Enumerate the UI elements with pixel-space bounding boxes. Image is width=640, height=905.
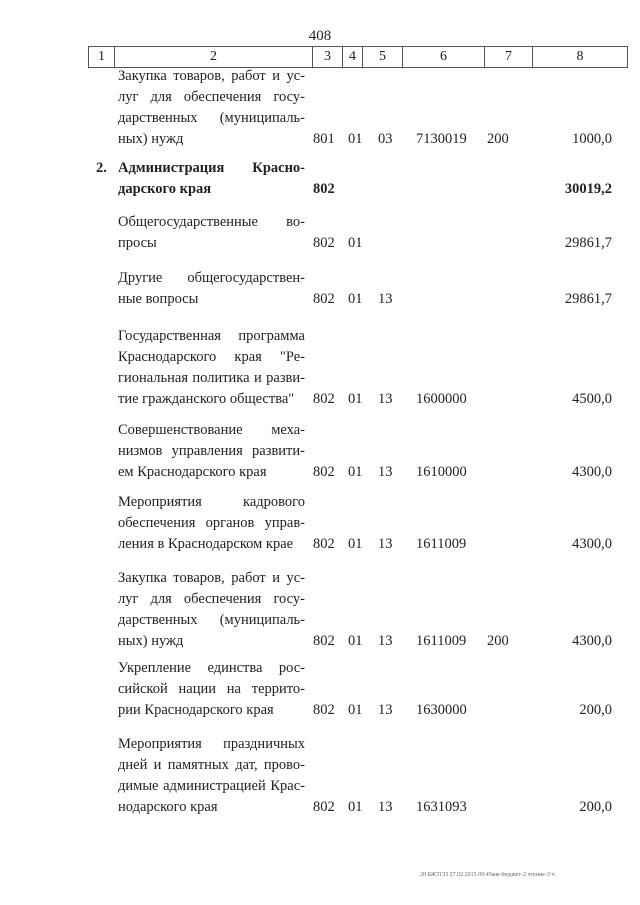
row-description	[118, 158, 305, 200]
cell-c4: 01	[348, 235, 363, 251]
cell-c3: 802	[313, 391, 335, 407]
column-header-3: 3	[312, 47, 342, 67]
description-line: гиональная политика и разви-	[118, 370, 305, 386]
cell-c5: 13	[378, 291, 393, 307]
row-description	[118, 66, 305, 150]
description-line: рии Краснодарского края	[118, 702, 274, 718]
column-header-4: 4	[342, 47, 362, 67]
description-line: луг для обеспечения госу-	[118, 89, 305, 105]
description-line: ных) нужд	[118, 131, 184, 147]
description-line: Общегосударственные во-	[118, 214, 305, 230]
row-number: 2.	[96, 160, 107, 176]
page-number: 408	[308, 28, 332, 44]
cell-c5: 13	[378, 799, 393, 815]
cell-c6: 1611009	[416, 633, 467, 649]
cell-c5: 13	[378, 702, 393, 718]
description-line: ем Краснодарского края	[118, 464, 267, 480]
cell-c4: 01	[348, 291, 363, 307]
description-line: Другие общегосударствен-	[118, 270, 305, 286]
cell-c3: 802	[313, 799, 335, 815]
cell-c5: 13	[378, 536, 393, 552]
description-line: обеспечения органов управ-	[118, 515, 305, 531]
cell-c6: 1630000	[416, 702, 467, 718]
cell-c8: 30019,2	[564, 181, 612, 197]
cell-c8: 4500,0	[572, 391, 612, 407]
row-description	[118, 268, 305, 310]
cell-c5: 13	[378, 464, 393, 480]
cell-c6: 1610000	[416, 464, 467, 480]
cell-c5: 13	[378, 391, 393, 407]
cell-c4: 01	[348, 131, 363, 147]
cell-c6: 1631093	[416, 799, 467, 815]
cell-c4: 01	[348, 464, 363, 480]
description-line: Мероприятия кадрового	[118, 494, 305, 510]
cell-c7: 200	[487, 633, 509, 649]
cell-c4: 01	[348, 536, 363, 552]
cell-c4: 01	[348, 391, 363, 407]
row-description	[118, 212, 305, 254]
cell-c8: 1000,0	[572, 131, 612, 147]
column-header-6: 6	[402, 47, 484, 67]
cell-c8: 29861,7	[564, 235, 612, 251]
cell-c3: 802	[313, 464, 335, 480]
cell-c8: 200,0	[579, 702, 612, 718]
cell-c5: 13	[378, 633, 393, 649]
table-header-row	[88, 46, 628, 68]
cell-c5: 03	[378, 131, 393, 147]
cell-c8: 4300,0	[572, 633, 612, 649]
cell-c6: 7130019	[416, 131, 467, 147]
cell-c8: 4300,0	[572, 464, 612, 480]
description-line: Краснодарского края "Ре-	[118, 349, 305, 365]
description-line: димые администрацией Крас-	[118, 778, 305, 794]
column-header-8: 8	[532, 47, 628, 67]
description-line: Закупка товаров, работ и ус-	[118, 68, 305, 84]
description-line: дарственных (муниципаль-	[118, 612, 305, 628]
row-description	[118, 734, 305, 818]
cell-c3: 802	[313, 235, 335, 251]
column-header-2: 2	[114, 47, 312, 67]
cell-c3: 802	[313, 291, 335, 307]
description-line: Укрепление единства рос-	[118, 660, 305, 676]
cell-c8: 200,0	[579, 799, 612, 815]
description-line: Администрация Красно-	[118, 160, 305, 176]
cell-c4: 01	[348, 799, 363, 815]
column-header-5: 5	[362, 47, 402, 67]
cell-c3: 801	[313, 131, 335, 147]
row-description	[118, 326, 305, 410]
footer-note: 20 БЖТСП 27.02.2015 09:45мм-бюджет-2 чтение-3 ч.	[420, 872, 556, 878]
description-line: Мероприятия праздничных	[118, 736, 305, 752]
cell-c8: 29861,7	[564, 291, 612, 307]
row-description	[118, 568, 305, 652]
cell-c7: 200	[487, 131, 509, 147]
row-description	[118, 420, 305, 483]
description-line: Закупка товаров, работ и ус-	[118, 570, 305, 586]
cell-c4: 01	[348, 633, 363, 649]
description-line: луг для обеспечения госу-	[118, 591, 305, 607]
description-line: просы	[118, 235, 157, 251]
description-line: тие гражданского общества"	[118, 391, 295, 407]
cell-c3: 802	[313, 702, 335, 718]
description-line: дней и памятных дат, прово-	[118, 757, 305, 773]
cell-c3: 802	[313, 181, 335, 197]
cell-c3: 802	[313, 633, 335, 649]
description-line: ных) нужд	[118, 633, 184, 649]
column-header-1: 1	[88, 47, 114, 67]
description-line: ления в Краснодарском крае	[118, 536, 294, 552]
cell-c3: 802	[313, 536, 335, 552]
description-line: сийской нации на террито-	[118, 681, 305, 697]
description-line: низмов управления развити-	[118, 443, 305, 459]
description-line: Государственная программа	[118, 328, 305, 344]
cell-c6: 1600000	[416, 391, 467, 407]
description-line: дарского края	[118, 181, 212, 197]
row-description	[118, 492, 305, 555]
description-line: нодарского края	[118, 799, 218, 815]
column-header-7: 7	[484, 47, 532, 67]
description-line: дарственных (муниципаль-	[118, 110, 305, 126]
cell-c4: 01	[348, 702, 363, 718]
description-line: ные вопросы	[118, 291, 199, 307]
row-description	[118, 658, 305, 721]
cell-c6: 1611009	[416, 536, 467, 552]
description-line: Совершенствование меха-	[118, 422, 305, 438]
cell-c8: 4300,0	[572, 536, 612, 552]
